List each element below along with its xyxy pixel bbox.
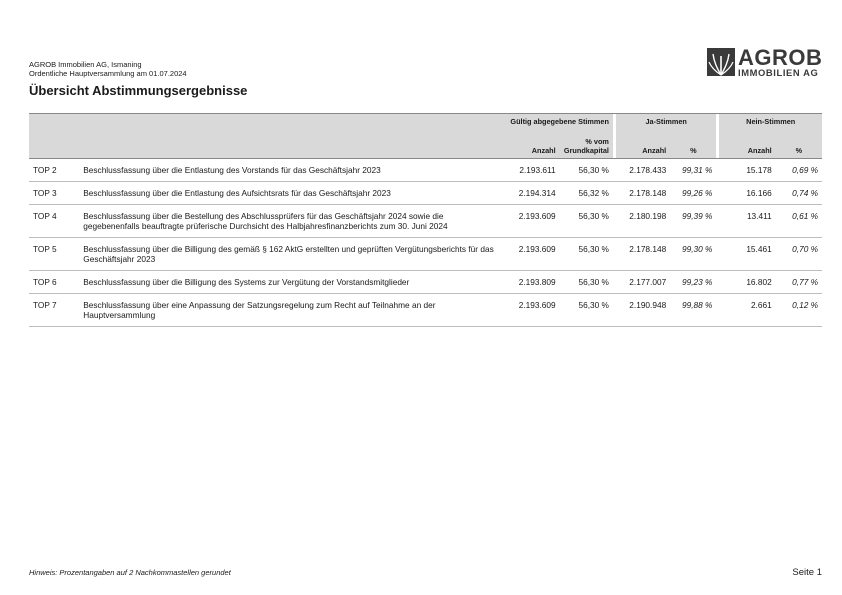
valid-pct: 56,30 % [560,294,613,327]
yes-count: 2.178.148 [616,182,670,205]
resolution-description: Beschlussfassung über die Billigung des Systems zur Vergütung der Vorstandsmitglieder [79,271,503,294]
no-count: 15.461 [719,238,775,271]
yes-pct: 99,88 % [670,294,716,327]
valid-pct: 56,30 % [560,271,613,294]
valid-pct: 56,30 % [560,205,613,238]
subheader-yes-count: Anzahl [616,131,670,159]
valid-count: 2.193.609 [503,205,559,238]
logo-subtitle: IMMOBILIEN AG [738,67,819,78]
yes-count: 2.180.198 [616,205,670,238]
resolution-description: Beschlussfassung über die Entlastung des Vorstands für das Geschäftsjahr 2023 [79,159,503,182]
resolution-description: Beschlussfassung über die Entlastung des Aufsichtsrats für das Geschäftsjahr 2023 [79,182,503,205]
subheader-yes-pct: % [670,131,716,159]
yes-pct: 99,26 % [670,182,716,205]
meeting-line: Ordentliche Hauptversammlung am 01.07.2024 [29,69,187,78]
valid-count: 2.193.609 [503,238,559,271]
yes-count: 2.178.148 [616,238,670,271]
table-row [29,294,822,327]
yes-pct: 99,30 % [670,238,716,271]
agenda-item: TOP 4 [29,205,79,238]
no-count: 2.661 [719,294,775,327]
subheader-valid-count: Anzahl [503,131,559,159]
no-pct: 0,61 % [776,205,822,238]
valid-pct: 56,32 % [560,182,613,205]
no-pct: 0,77 % [776,271,822,294]
no-pct: 0,12 % [776,294,822,327]
company-info [29,60,187,78]
voting-results-table [29,113,822,327]
table-row [29,182,822,205]
subheader-valid-pct: % vom Grundkapital [560,131,613,159]
agrob-logo [707,45,825,78]
no-pct: 0,69 % [776,159,822,182]
no-pct: 0,74 % [776,182,822,205]
subheader-no-count: Anzahl [719,131,775,159]
logo-word: AGROB [738,45,823,70]
table-row [29,238,822,271]
agenda-item: TOP 2 [29,159,79,182]
yes-count: 2.177.007 [616,271,670,294]
table-group-header [29,114,822,132]
table-row [29,205,822,238]
yes-pct: 99,39 % [670,205,716,238]
header-valid-votes: Gültig abgegebene Stimmen [503,114,613,132]
valid-pct: 56,30 % [560,159,613,182]
no-count: 16.802 [719,271,775,294]
company-line: AGROB Immobilien AG, Ismaning [29,60,142,69]
agenda-item: TOP 5 [29,238,79,271]
valid-count: 2.193.809 [503,271,559,294]
header-no-votes: Nein-Stimmen [719,114,822,132]
table-row [29,271,822,294]
valid-pct: 56,30 % [560,238,613,271]
yes-pct: 99,23 % [670,271,716,294]
agenda-item: TOP 3 [29,182,79,205]
agenda-item: TOP 7 [29,294,79,327]
table-sub-header [29,131,822,159]
yes-pct: 99,31 % [670,159,716,182]
subheader-no-pct: % [776,131,822,159]
no-count: 16.166 [719,182,775,205]
no-count: 13.411 [719,205,775,238]
no-count: 15.178 [719,159,775,182]
logo-mark-icon [707,48,735,76]
valid-count: 2.193.611 [503,159,559,182]
table-row [29,159,822,182]
rounding-footnote: Hinweis: Prozentangaben auf 2 Nachkommastellen gerundet [29,568,231,577]
page-title: Übersicht Abstimmungsergebnisse [29,83,248,98]
yes-count: 2.190.948 [616,294,670,327]
agenda-item: TOP 6 [29,271,79,294]
valid-count: 2.194.314 [503,182,559,205]
resolution-description: Beschlussfassung über eine Anpassung der Satzungsregelung zum Recht auf Teilnahme an der Hauptversammlung [79,294,503,327]
resolution-description: Beschlussfassung über die Bestellung des Abschlussprüfers für das Geschäftsjahr 2024 sowie die gegebenenfalls beauftragte prüferische Durchsicht des Halbjahresfinanzberichts zum 30. Juni 2024 [79,205,503,238]
header-yes-votes: Ja-Stimmen [616,114,716,132]
valid-count: 2.193.609 [503,294,559,327]
resolution-description: Beschlussfassung über die Billigung des gemäß § 162 AktG erstellten und geprüften Vergütungsberichts für das Geschäftsjahr 2023 [79,238,503,271]
yes-count: 2.178.433 [616,159,670,182]
no-pct: 0,70 % [776,238,822,271]
page-number: Seite 1 [792,567,822,578]
